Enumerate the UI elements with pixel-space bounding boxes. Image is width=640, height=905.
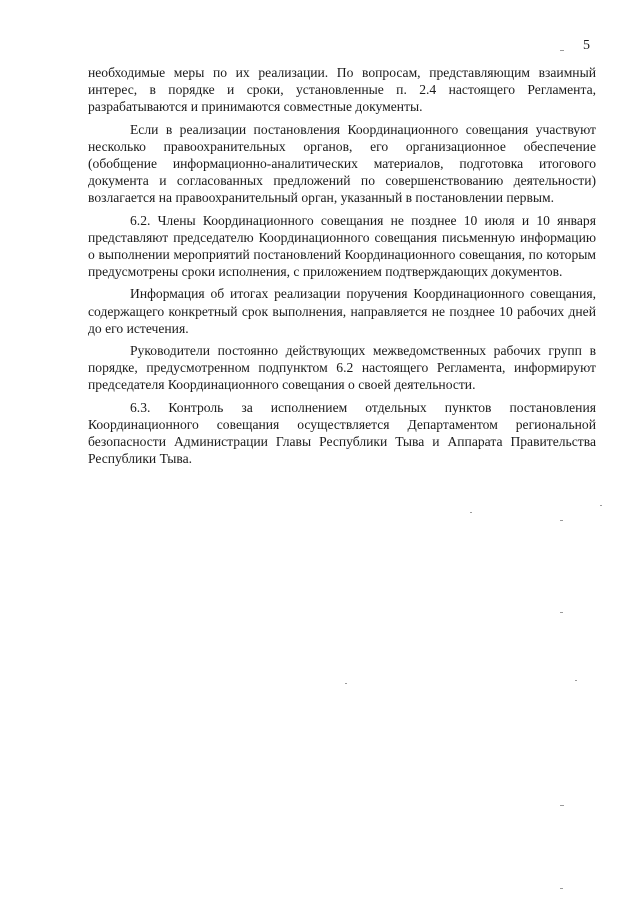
scan-speck <box>575 680 577 681</box>
document-body <box>88 64 596 472</box>
paragraph-continuation: необходимые меры по их реализации. По вопросам, представляющим взаимный интерес, в порядке и сроки, установленные п. 2.4 настоящего Регламента, разрабатываются и принимаются совместные документы. <box>88 65 596 115</box>
paragraph-6-2: 6.2. Члены Координационного совещания не позднее 10 июля и 10 января представляют председателю Координационного совещания письменную информацию о выполнении мероприятий постановлений Координационного совещания, по которым предусмотрены сроки исполнения, с приложением подтверждающих документов. <box>88 212 596 280</box>
scan-speck <box>470 512 472 513</box>
paragraph-working-groups: Руководители постоянно действующих межведомственных рабочих групп в порядке, предусмотренном подпунктом 6.2 настоящего Регламента, информируют председателя Координационного совещания о своей деятельности. <box>88 343 596 393</box>
scan-speck <box>560 50 564 51</box>
paragraph-organizational-support: Если в реализации постановления Координационного совещания участвуют несколько правоохранительных органов, его организационное обеспечение (обобщение информационно-аналитических материалов, подготовка итогового документа и согласованных предложений по совершенствованию деятельности) возлагается на правоохранительный орган, указанный в постановлении первым. <box>88 121 596 206</box>
paragraph-results-information: Информация об итогах реализации поручения Координационного совещания, содержащего конкретный срок выполнения, направляется не позднее 10 рабочих дней до его истечения. <box>88 286 596 336</box>
scan-speck <box>560 612 563 613</box>
paragraph-6-3: 6.3. Контроль за исполнением отдельных пунктов постановления Координационного совещания осуществляется Департаментом региональной безопасности Администрации Главы Республики Тыва и Аппарата Правительства Республики Тыва. <box>88 399 596 467</box>
scan-speck <box>600 505 602 506</box>
scan-speck <box>560 805 564 806</box>
scan-speck <box>560 888 563 889</box>
page-number: 5 <box>583 38 590 53</box>
scan-speck <box>560 520 563 521</box>
scan-speck <box>345 683 347 684</box>
